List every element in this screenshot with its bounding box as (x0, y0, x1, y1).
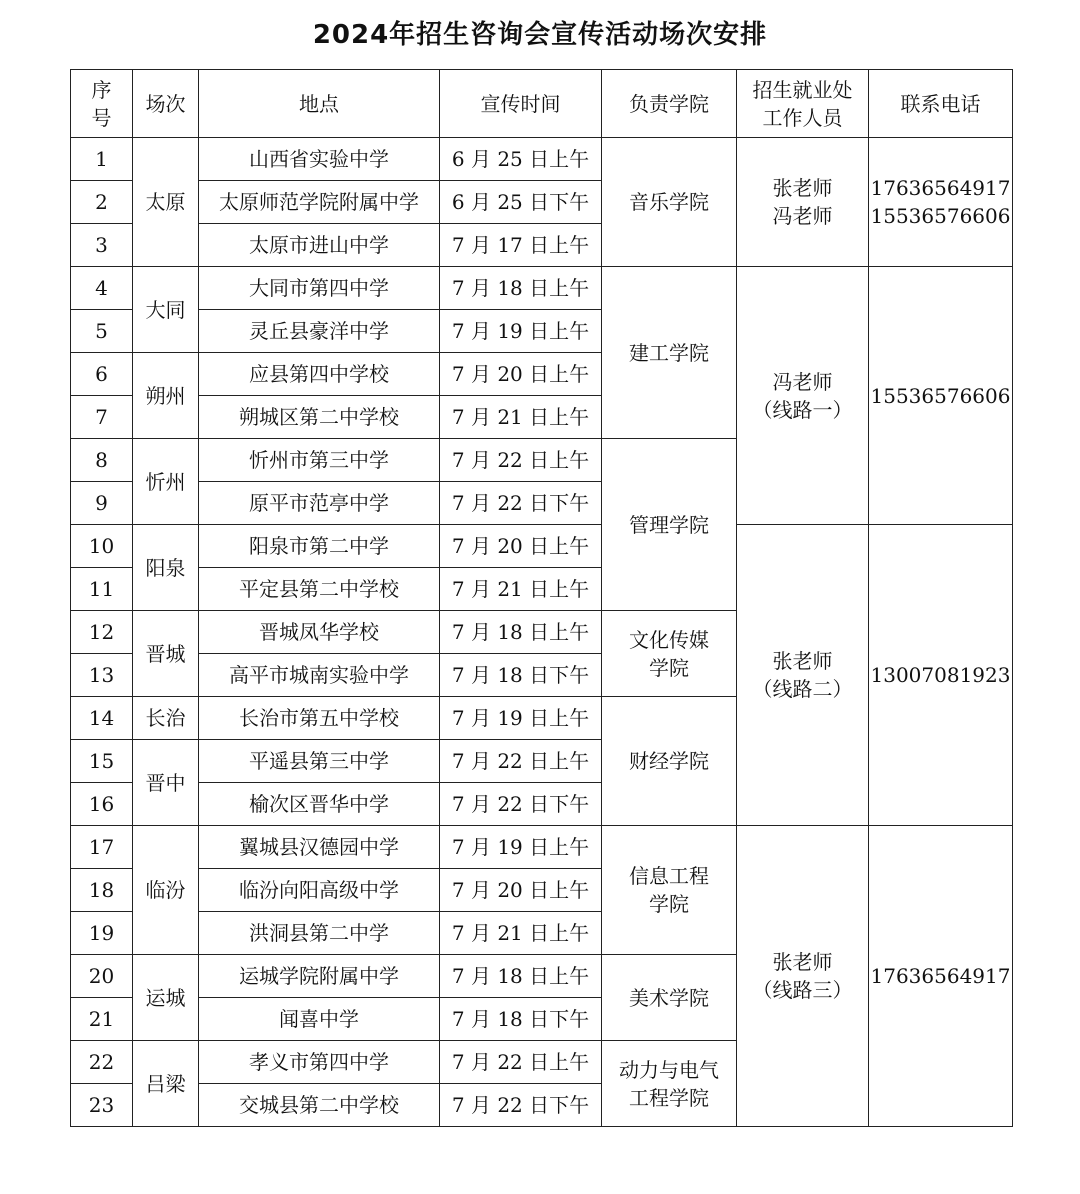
time-cell: 7 月 21 日上午 (440, 912, 602, 955)
time-cell: 7 月 22 日上午 (440, 1041, 602, 1084)
city-cell: 长治 (133, 697, 199, 740)
location-cell: 孝义市第四中学 (199, 1041, 440, 1084)
seq-cell: 4 (71, 267, 133, 310)
time-cell: 7 月 18 日上午 (440, 267, 602, 310)
phone-cell: 17636564917 (869, 826, 1013, 1127)
city-cell: 朔州 (133, 353, 199, 439)
location-cell: 平遥县第三中学 (199, 740, 440, 783)
location-cell: 洪洞县第二中学 (199, 912, 440, 955)
city-cell: 大同 (133, 267, 199, 353)
location-cell: 临汾向阳高级中学 (199, 869, 440, 912)
seq-cell: 6 (71, 353, 133, 396)
location-cell: 翼城县汉德园中学 (199, 826, 440, 869)
header-staff: 招生就业处 工作人员 (737, 70, 869, 138)
seq-cell: 23 (71, 1084, 133, 1127)
time-cell: 7 月 20 日上午 (440, 353, 602, 396)
staff-cell: 张老师 （线路二） (737, 525, 869, 826)
time-cell: 7 月 18 日上午 (440, 955, 602, 998)
header-phone: 联系电话 (869, 70, 1013, 138)
seq-cell: 17 (71, 826, 133, 869)
city-cell: 太原 (133, 138, 199, 267)
header-time: 宣传时间 (440, 70, 602, 138)
location-cell: 长治市第五中学校 (199, 697, 440, 740)
seq-cell: 3 (71, 224, 133, 267)
time-cell: 7 月 19 日上午 (440, 826, 602, 869)
college-cell: 音乐学院 (602, 138, 737, 267)
location-cell: 榆次区晋华中学 (199, 783, 440, 826)
seq-cell: 20 (71, 955, 133, 998)
seq-cell: 16 (71, 783, 133, 826)
seq-cell: 5 (71, 310, 133, 353)
location-cell: 闻喜中学 (199, 998, 440, 1041)
header-location: 地点 (199, 70, 440, 138)
time-cell: 7 月 18 日上午 (440, 611, 602, 654)
staff-cell: 张老师 （线路三） (737, 826, 869, 1127)
time-cell: 7 月 22 日上午 (440, 439, 602, 482)
seq-cell: 22 (71, 1041, 133, 1084)
location-cell: 太原师范学院附属中学 (199, 181, 440, 224)
location-cell: 大同市第四中学 (199, 267, 440, 310)
seq-cell: 10 (71, 525, 133, 568)
header-row (71, 70, 1013, 138)
location-cell: 交城县第二中学校 (199, 1084, 440, 1127)
header-city: 场次 (133, 70, 199, 138)
document-title: 2024年招生咨询会宣传活动场次安排 (312, 20, 768, 50)
city-cell: 忻州 (133, 439, 199, 525)
location-cell: 应县第四中学校 (199, 353, 440, 396)
location-cell: 阳泉市第二中学 (199, 525, 440, 568)
time-cell: 7 月 22 日下午 (440, 482, 602, 525)
staff-cell: 张老师 冯老师 (737, 138, 869, 267)
time-cell: 7 月 19 日上午 (440, 697, 602, 740)
table-row (71, 826, 1013, 869)
seq-cell: 8 (71, 439, 133, 482)
seq-cell: 2 (71, 181, 133, 224)
header-college: 负责学院 (602, 70, 737, 138)
table-row (71, 138, 1013, 181)
time-cell: 7 月 22 日下午 (440, 783, 602, 826)
time-cell: 7 月 22 日下午 (440, 1084, 602, 1127)
city-cell: 阳泉 (133, 525, 199, 611)
time-cell: 7 月 20 日上午 (440, 525, 602, 568)
seq-cell: 13 (71, 654, 133, 697)
time-cell: 6 月 25 日下午 (440, 181, 602, 224)
location-cell: 平定县第二中学校 (199, 568, 440, 611)
seq-cell: 11 (71, 568, 133, 611)
time-cell: 7 月 18 日下午 (440, 654, 602, 697)
location-cell: 运城学院附属中学 (199, 955, 440, 998)
location-cell: 朔城区第二中学校 (199, 396, 440, 439)
location-cell: 晋城凤华学校 (199, 611, 440, 654)
location-cell: 灵丘县豪洋中学 (199, 310, 440, 353)
college-cell: 管理学院 (602, 439, 737, 611)
college-cell: 美术学院 (602, 955, 737, 1041)
time-cell: 7 月 21 日上午 (440, 568, 602, 611)
city-cell: 晋城 (133, 611, 199, 697)
location-cell: 原平市范亭中学 (199, 482, 440, 525)
city-cell: 晋中 (133, 740, 199, 826)
time-cell: 7 月 19 日上午 (440, 310, 602, 353)
table-row (71, 267, 1013, 310)
location-cell: 山西省实验中学 (199, 138, 440, 181)
table-row (71, 525, 1013, 568)
time-cell: 7 月 22 日上午 (440, 740, 602, 783)
city-cell: 临汾 (133, 826, 199, 955)
city-cell: 吕梁 (133, 1041, 199, 1127)
seq-cell: 21 (71, 998, 133, 1041)
college-cell: 动力与电气 工程学院 (602, 1041, 737, 1127)
seq-cell: 7 (71, 396, 133, 439)
time-cell: 7 月 20 日上午 (440, 869, 602, 912)
college-cell: 建工学院 (602, 267, 737, 439)
location-cell: 高平市城南实验中学 (199, 654, 440, 697)
phone-cell: 15536576606 (869, 267, 1013, 525)
college-cell: 信息工程 学院 (602, 826, 737, 955)
seq-cell: 12 (71, 611, 133, 654)
location-cell: 太原市进山中学 (199, 224, 440, 267)
college-cell: 财经学院 (602, 697, 737, 826)
phone-cell: 17636564917 15536576606 (869, 138, 1013, 267)
header-seq: 序 号 (71, 70, 133, 138)
seq-cell: 1 (71, 138, 133, 181)
time-cell: 7 月 17 日上午 (440, 224, 602, 267)
seq-cell: 14 (71, 697, 133, 740)
seq-cell: 19 (71, 912, 133, 955)
time-cell: 6 月 25 日上午 (440, 138, 602, 181)
phone-cell: 13007081923 (869, 525, 1013, 826)
seq-cell: 9 (71, 482, 133, 525)
staff-cell: 冯老师 （线路一） (737, 267, 869, 525)
time-cell: 7 月 21 日上午 (440, 396, 602, 439)
seq-cell: 18 (71, 869, 133, 912)
college-cell: 文化传媒 学院 (602, 611, 737, 697)
schedule-table (70, 69, 1013, 1127)
time-cell: 7 月 18 日下午 (440, 998, 602, 1041)
location-cell: 忻州市第三中学 (199, 439, 440, 482)
city-cell: 运城 (133, 955, 199, 1041)
seq-cell: 15 (71, 740, 133, 783)
